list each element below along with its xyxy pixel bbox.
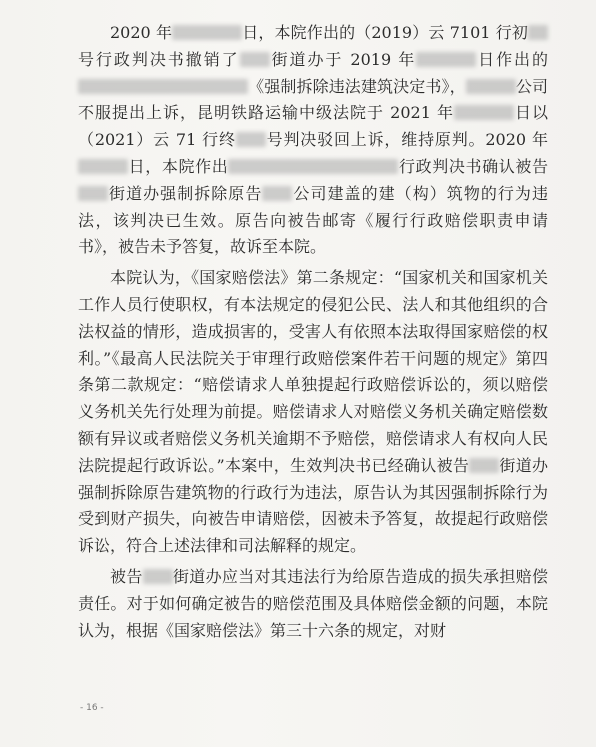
redaction [143,569,173,584]
text-run: 公司建盖的建（构）筑物的行为违法，该判决已生效。原告向被告邮寄《履行行政赔偿职责申请书》，被告未予答复，故诉至本院。 [78,183,548,257]
redaction [228,159,398,174]
text-run: 日作出的 [476,49,548,69]
text-run: 街道办强制拆除原告建筑物的行政行为违法，原告认为其因强制拆除行为受到财产损失，向被告申请赔偿，因被未予答复，故提起行政赔偿诉讼，符合上述法律和司法解释的规定。 [78,455,548,556]
text-run: 2020 年 [110,23,173,42]
page-number: - 16 - [80,703,104,713]
text-run: 街道办应当对其违法行为给原告造成的损失承担赔偿责任。对于如何确定被告的赔偿范围及具体赔偿金额的问题，本院认为，根据《国家赔偿法》第三十六条的规定，对财 [78,566,548,640]
paragraph-2 [78,265,548,560]
paragraph-3 [78,564,548,644]
text-run: 街道办于 2019 年 [269,49,417,69]
redaction [262,186,292,201]
text-run: 号判决驳回上诉，维持原判。2020 年 [265,130,548,150]
redaction [454,105,514,120]
paragraph-1 [78,20,548,261]
redaction [236,132,266,147]
text-run: 街道办强制拆除原告 [108,183,263,203]
text-run: 行政判决书确认被告 [398,156,548,176]
redaction [528,25,548,40]
redaction [172,25,242,40]
redaction [78,79,248,94]
text-run: 日以（2021）云 71 行终 [78,103,548,150]
text-run: 《强制拆除违法建筑決定书》， [248,76,466,96]
redaction [416,52,476,67]
text-run: 被告 [110,566,143,586]
body-text [78,20,548,644]
text-run: 号行政判决书撤销了 [78,49,240,69]
redaction [469,458,499,473]
redaction [78,186,108,201]
text-run: 公司不服提出上诉，昆明铁路运输中级法院于 2021 年 [78,76,548,123]
text-run: 日，本院作出的（2019）云 7101 行初 [242,23,528,42]
redaction [466,79,516,94]
text-run: 日，本院作出 [128,156,229,176]
redaction [78,159,128,174]
text-run: 本院认为，《国家赔偿法》第二条规定：“国家机关和国家机关工作人员行使职权，有本法规定的侵犯公民、法人和其他组织的合法权益的情形，造成损害的，受害人有依照本法取得国家赔偿的权利。”《最高人民法院关于审理行政赔偿案件若干问题的规定》第四条第二款规定：“赔偿请求人单独提起行政赔偿诉讼的，须以赔偿义务机关先行处理为前提。赔偿请求人对赔偿义务机关确定赔偿数额有异议或者赔偿义务机关逾期不予赔偿，赔偿请求人有权向人民法院提起行政诉讼。”本案中，生效判决书已经确认被告 [78,268,548,475]
redaction [240,52,270,67]
